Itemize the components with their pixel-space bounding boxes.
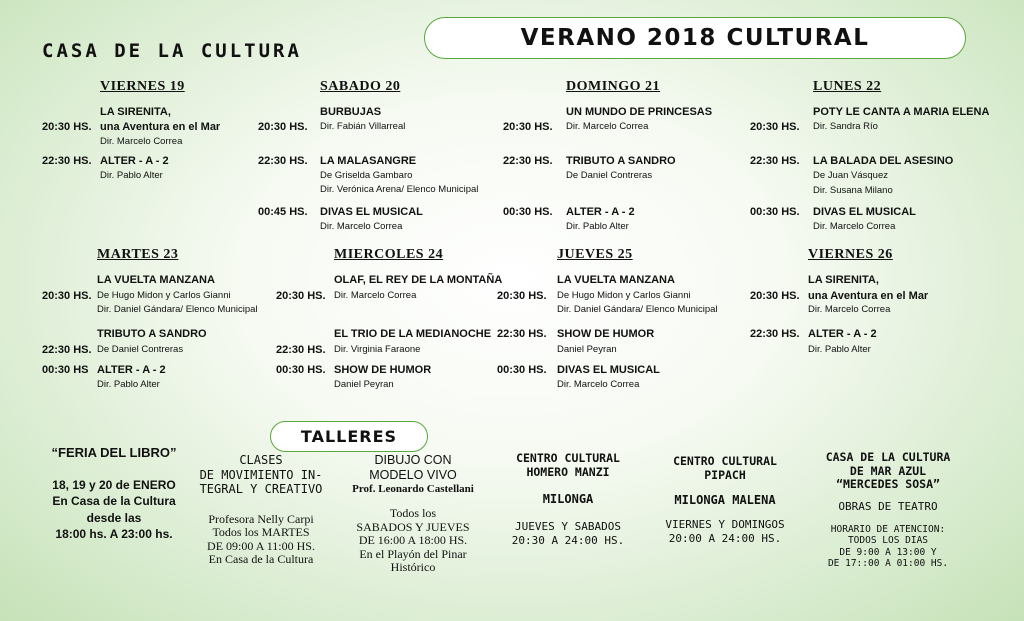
page-title: VERANO 2018 CULTURAL	[520, 25, 870, 51]
dibujo-days-2: SABADOS Y JUEVES	[356, 519, 470, 534]
event-title: OLAF, EL REY DE LA MONTAÑA	[334, 274, 503, 286]
event-director: Dir. Virginia Faraone	[334, 344, 421, 355]
event-time: 00:30 HS	[42, 364, 89, 376]
dibujo-days-1: Todos los	[389, 506, 437, 520]
event-time: 20:30 HS.	[42, 290, 92, 302]
manzi-hours: 20:30 A 24:00 HS.	[511, 534, 625, 547]
feria-del-libro-block	[30, 445, 198, 543]
event-director: Dir. Daniel Gándara/ Elenco Municipal	[97, 304, 258, 315]
event-director: Dir. Verónica Arena/ Elenco Municipal	[320, 184, 479, 195]
day-martes-23: MARTES 23	[97, 247, 179, 262]
pipach-days: VIERNES Y DOMINGOS	[665, 518, 785, 531]
dibujo-hours: DE 16:00 A 18:00 HS.	[358, 533, 468, 547]
event-time: 20:30 HS.	[42, 121, 92, 133]
event-title: LA SIRENITA,	[808, 274, 879, 286]
marazul-hours-label: HORARIO DE ATENCION:	[830, 523, 946, 535]
event-director: Dir. Marcelo Correa	[813, 221, 896, 232]
event-title: ALTER - A - 2	[100, 155, 169, 167]
event-time: 22:30 HS.	[497, 328, 547, 340]
day-jueves-25: JUEVES 25	[557, 247, 633, 262]
title-banner	[424, 17, 966, 59]
feria-hours: 18:00 hs. A 23:00 hs.	[55, 527, 173, 541]
event-author: De Hugo Midon y Carlos Gianni	[557, 290, 691, 301]
clases-days: Todos los MARTES	[212, 525, 310, 539]
event-title: LA SIRENITA,	[100, 106, 171, 118]
day-sabado-20: SABADO 20	[320, 79, 401, 94]
manzi-title-1: CENTRO CULTURAL	[516, 451, 620, 465]
event-title-line2: una Aventura en el Mar	[100, 121, 221, 133]
event-time: 20:30 HS.	[258, 121, 308, 133]
marazul-title-2: DE MAR AZUL	[849, 463, 927, 478]
marazul-hours-2: DE 17::00 A 01:00 HS.	[827, 558, 949, 569]
pipach-title-1: CENTRO CULTURAL	[673, 454, 777, 468]
casa-de-la-cultura-heading: CASA DE LA CULTURA	[42, 40, 302, 62]
event-time: 00:45 HS.	[258, 206, 308, 218]
event-title: TRIBUTO A SANDRO	[97, 328, 207, 340]
clases-place: En Casa de la Cultura	[208, 552, 314, 566]
event-time: 20:30 HS.	[503, 121, 553, 133]
event-title: SHOW DE HUMOR	[557, 328, 655, 340]
event-time: 20:30 HS.	[497, 290, 547, 302]
marazul-activity: OBRAS DE TEATRO	[838, 499, 938, 513]
event-author: De Daniel Contreras	[97, 344, 184, 355]
event-author: Daniel Peyran	[334, 379, 394, 390]
event-time: 20:30 HS.	[750, 121, 800, 133]
clases-title-2: DE MOVIMIENTO IN-	[199, 467, 323, 482]
event-title: DIVAS EL MUSICAL	[813, 206, 916, 218]
event-author: De Griselda Gambaro	[320, 170, 413, 181]
event-title: EL TRIO DE LA MEDIANOCHE	[334, 328, 492, 340]
event-time: 22:30 HS.	[750, 155, 800, 167]
event-title: BURBUJAS	[320, 106, 382, 118]
event-author: Daniel Peyran	[557, 344, 617, 355]
marazul-hours-1: DE 9:00 A 13:00 Y	[839, 546, 937, 558]
pipach-activity: MILONGA MALENA	[674, 493, 776, 507]
event-title: LA VUELTA MANZANA	[97, 274, 215, 286]
event-director: Dir. Marcelo Correa	[320, 221, 403, 232]
day-miercoles-24: MIERCOLES 24	[334, 247, 444, 262]
dibujo-title-2: MODELO VIVO	[369, 468, 457, 482]
clases-title-1: CLASES	[239, 453, 283, 467]
event-director: Dir. Sandra Río	[813, 121, 878, 132]
clases-teacher: Profesora Nelly Carpi	[208, 511, 314, 526]
event-title: LA VUELTA MANZANA	[557, 274, 675, 286]
event-author: De Daniel Contreras	[566, 170, 653, 181]
marazul-title-3: “MERCEDES SOSA”	[836, 477, 940, 491]
manzi-title-2: HOMERO MANZI	[526, 465, 610, 479]
manzi-days: JUEVES Y SABADOS	[515, 520, 621, 533]
event-time: 00:30 HS.	[276, 364, 326, 376]
event-director: Dir. Marcelo Correa	[557, 379, 640, 390]
event-time: 00:30 HS.	[503, 206, 553, 218]
talleres-banner	[270, 421, 428, 452]
mar-azul-block	[806, 451, 970, 570]
homero-manzi-block	[492, 451, 644, 548]
event-time: 22:30 HS.	[503, 155, 553, 167]
feria-from: desde las	[86, 510, 142, 525]
event-director: Dir. Pablo Alter	[566, 221, 629, 232]
event-title: ALTER - A - 2	[808, 328, 877, 340]
pipach-hours: 20:00 A 24:00 HS.	[668, 532, 782, 545]
feria-dates: 18, 19 y 20 de ENERO	[52, 477, 176, 492]
dibujo-teacher: Prof. Leonardo Castellani	[352, 483, 474, 495]
event-time: 20:30 HS.	[750, 290, 800, 302]
event-time: 22:30 HS.	[42, 155, 92, 167]
marazul-title-1: CASA DE LA CULTURA	[825, 450, 951, 464]
marazul-days: TODOS LOS DIAS	[847, 535, 929, 546]
event-director: Dir. Susana Milano	[813, 185, 893, 196]
dibujo-place-2: Histórico	[390, 560, 436, 574]
event-director: Dir. Fabián Villarreal	[320, 121, 406, 132]
clases-movimiento-block	[183, 453, 339, 567]
event-director: Dir. Marcelo Correa	[334, 290, 417, 301]
manzi-activity: MILONGA	[542, 492, 594, 506]
event-time: 22:30 HS.	[750, 328, 800, 340]
event-title-line2: una Aventura en el Mar	[808, 290, 929, 302]
event-director: Dir. Pablo Alter	[100, 170, 163, 181]
event-director: Dir. Pablo Alter	[808, 344, 871, 355]
event-time: 22:30 HS.	[42, 344, 92, 356]
dibujo-place: En el Playón del Pinar	[359, 546, 467, 561]
day-lunes-22: LUNES 22	[813, 79, 882, 94]
day-viernes-26: VIERNES 26	[808, 247, 893, 262]
event-director: Dir. Marcelo Correa	[566, 121, 649, 132]
event-title: DIVAS EL MUSICAL	[557, 364, 660, 376]
event-time: 00:30 HS.	[497, 364, 547, 376]
event-title: ALTER - A - 2	[97, 364, 166, 376]
event-time: 22:30 HS.	[276, 344, 326, 356]
event-time: 00:30 HS.	[750, 206, 800, 218]
event-title: DIVAS EL MUSICAL	[320, 206, 423, 218]
feria-place: En Casa de la Cultura	[52, 494, 176, 508]
event-director: Dir. Marcelo Correa	[808, 304, 891, 315]
day-domingo-21: DOMINGO 21	[566, 79, 661, 94]
clases-hours: DE 09:00 A 11:00 HS.	[207, 538, 315, 553]
event-title: POTY LE CANTA A MARIA ELENA	[813, 106, 990, 118]
event-author: De Juan Vásquez	[813, 170, 888, 181]
pipach-title-2: PIPACH	[704, 468, 746, 482]
event-title: UN MUNDO DE PRINCESAS	[566, 106, 713, 118]
feria-title: “FERIA DEL LIBRO”	[51, 445, 177, 460]
event-title: LA BALADA DEL ASESINO	[813, 155, 954, 167]
day-viernes-19: VIERNES 19	[100, 79, 185, 94]
dibujo-modelo-vivo-block	[338, 453, 488, 575]
event-director: Dir. Daniel Gándara/ Elenco Municipal	[557, 304, 718, 315]
event-time: 20:30 HS.	[276, 290, 326, 302]
dibujo-title-1: DIBUJO CON	[374, 453, 452, 467]
clases-title-3: TEGRAL Y CREATIVO	[199, 482, 323, 496]
event-title: SHOW DE HUMOR	[334, 364, 432, 376]
event-title: TRIBUTO A SANDRO	[566, 155, 676, 167]
talleres-heading: TALLERES	[300, 427, 398, 446]
event-director: Dir. Marcelo Correa	[100, 136, 183, 147]
event-author: De Hugo Midon y Carlos Gianni	[97, 290, 231, 301]
event-title: ALTER - A - 2	[566, 206, 635, 218]
event-director: Dir. Pablo Alter	[97, 379, 160, 390]
event-title: LA MALASANGRE	[320, 155, 417, 167]
event-time: 22:30 HS.	[258, 155, 308, 167]
pipach-block	[645, 454, 805, 546]
